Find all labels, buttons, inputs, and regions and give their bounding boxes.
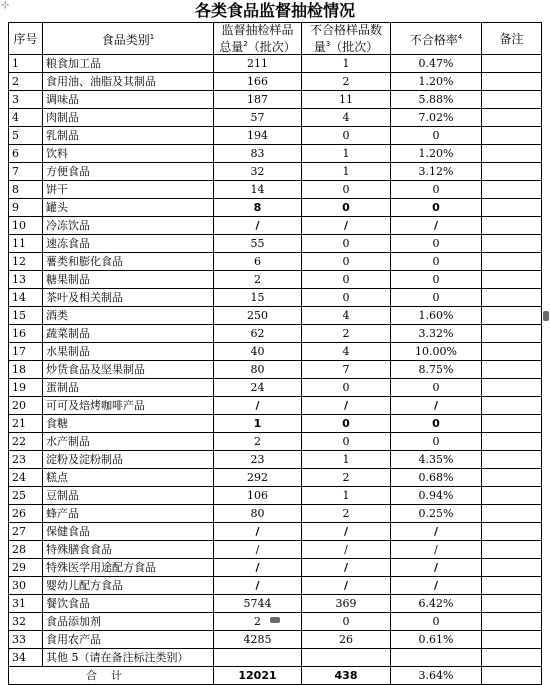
row-category: 婴幼儿配方食品: [43, 577, 214, 595]
row-unqualified: /: [302, 523, 391, 541]
row-unqualified: 0: [302, 235, 391, 253]
row-category: 糖果制品: [43, 271, 214, 289]
row-sampled: 2: [214, 271, 302, 289]
row-unqualified: 1: [302, 451, 391, 469]
total-label: 合计: [9, 667, 214, 685]
row-sampled: 62: [214, 325, 302, 343]
table-row: [9, 559, 542, 577]
header-remarks: 备注: [482, 23, 542, 55]
row-remarks: [482, 487, 542, 505]
row-rate: /: [391, 559, 482, 577]
header-index: 序号: [9, 23, 43, 55]
row-category: 茶叶及相关制品: [43, 289, 214, 307]
row-unqualified: 7: [302, 361, 391, 379]
row-unqualified: 0: [302, 289, 391, 307]
row-rate: 0: [391, 253, 482, 271]
row-sampled: 83: [214, 145, 302, 163]
row-rate: 5.88%: [391, 91, 482, 109]
row-index: 18: [9, 361, 43, 379]
header-sampled: 监督抽检样品总量$^2$（批次）: [214, 23, 302, 55]
row-category: 饮料: [43, 145, 214, 163]
header-rate: 不合格率$^4$: [391, 23, 482, 55]
row-unqualified: 0: [302, 433, 391, 451]
row-remarks: [482, 91, 542, 109]
row-category: 食用油、油脂及其制品: [43, 73, 214, 91]
row-category: 薯类和膨化食品: [43, 253, 214, 271]
row-index: 19: [9, 379, 43, 397]
table-row: [9, 397, 542, 415]
row-rate: 4.35%: [391, 451, 482, 469]
row-rate: 10.00%: [391, 343, 482, 361]
row-category: 粮食加工品: [43, 55, 214, 73]
row-rate: 0: [391, 235, 482, 253]
row-sampled: 14: [214, 181, 302, 199]
row-remarks: [482, 649, 542, 667]
row-category: 方便食品: [43, 163, 214, 181]
row-sampled: 55: [214, 235, 302, 253]
row-remarks: [482, 415, 542, 433]
row-remarks: [482, 559, 542, 577]
row-index: 7: [9, 163, 43, 181]
total-unqualified: 438: [302, 667, 391, 685]
row-rate: 1.20%: [391, 73, 482, 91]
row-rate: 7.02%: [391, 109, 482, 127]
row-remarks: [482, 289, 542, 307]
row-unqualified: 0: [302, 253, 391, 271]
row-category: 饼干: [43, 181, 214, 199]
row-unqualified: [302, 649, 391, 667]
row-unqualified: 0: [302, 199, 391, 217]
row-rate: /: [391, 397, 482, 415]
table-row: [9, 145, 542, 163]
row-index: 21: [9, 415, 43, 433]
row-unqualified: 2: [302, 505, 391, 523]
row-rate: 6.42%: [391, 595, 482, 613]
row-remarks: [482, 199, 542, 217]
row-index: 11: [9, 235, 43, 253]
row-sampled: 292: [214, 469, 302, 487]
row-remarks: [482, 451, 542, 469]
row-sampled: 2: [214, 613, 302, 631]
row-index: 5: [9, 127, 43, 145]
row-unqualified: 4: [302, 343, 391, 361]
row-sampled: /: [214, 217, 302, 235]
table-row: [9, 55, 542, 73]
row-category: 调味品: [43, 91, 214, 109]
table-row: [9, 109, 542, 127]
row-sampled: /: [214, 577, 302, 595]
table-row: [9, 379, 542, 397]
row-remarks: [482, 235, 542, 253]
row-sampled: 187: [214, 91, 302, 109]
row-index: 17: [9, 343, 43, 361]
row-remarks: [482, 613, 542, 631]
row-category: 特殊膳食食品: [43, 541, 214, 559]
resize-handle-icon[interactable]: [270, 617, 280, 623]
table-row: [9, 595, 542, 613]
row-sampled: 57: [214, 109, 302, 127]
table-row: [9, 271, 542, 289]
row-sampled: /: [214, 559, 302, 577]
row-sampled: 6: [214, 253, 302, 271]
row-category: 豆制品: [43, 487, 214, 505]
row-index: 9: [9, 199, 43, 217]
row-rate: 0.68%: [391, 469, 482, 487]
table-row: [9, 469, 542, 487]
row-sampled: 8: [214, 199, 302, 217]
row-rate: 0: [391, 415, 482, 433]
table-row: [9, 505, 542, 523]
row-rate: 0: [391, 271, 482, 289]
table-row: [9, 487, 542, 505]
row-sampled: 23: [214, 451, 302, 469]
table-row: [9, 217, 542, 235]
row-index: 6: [9, 145, 43, 163]
row-rate: /: [391, 541, 482, 559]
row-remarks: [482, 307, 542, 325]
row-unqualified: 0: [302, 613, 391, 631]
table-row: [9, 343, 542, 361]
row-index: 26: [9, 505, 43, 523]
row-category: 蜂产品: [43, 505, 214, 523]
row-remarks: [482, 325, 542, 343]
row-remarks: [482, 523, 542, 541]
table-row: [9, 73, 542, 91]
row-remarks: [482, 55, 542, 73]
page-title: 各类食品监督抽检情况: [194, 1, 355, 20]
row-index: 13: [9, 271, 43, 289]
row-rate: 0: [391, 613, 482, 631]
row-index: 14: [9, 289, 43, 307]
row-unqualified: 0: [302, 181, 391, 199]
row-category: 糕点: [43, 469, 214, 487]
row-index: 27: [9, 523, 43, 541]
row-remarks: [482, 577, 542, 595]
row-rate: 1.20%: [391, 145, 482, 163]
row-category: 罐头: [43, 199, 214, 217]
row-remarks: [482, 379, 542, 397]
row-rate: 0.61%: [391, 631, 482, 649]
row-index: 32: [9, 613, 43, 631]
row-rate: 0: [391, 379, 482, 397]
total-row: [9, 667, 542, 685]
resize-handle-icon[interactable]: [543, 311, 549, 321]
row-sampled: 250: [214, 307, 302, 325]
row-sampled: 80: [214, 361, 302, 379]
row-category: 食糖: [43, 415, 214, 433]
row-category: 水产制品: [43, 433, 214, 451]
table-row: [9, 253, 542, 271]
row-remarks: [482, 433, 542, 451]
table-row: [9, 523, 542, 541]
row-remarks: [482, 469, 542, 487]
row-index: 20: [9, 397, 43, 415]
row-category: 乳制品: [43, 127, 214, 145]
row-index: 10: [9, 217, 43, 235]
row-remarks: [482, 271, 542, 289]
table-row: [9, 307, 542, 325]
row-category: 食品添加剂: [43, 613, 214, 631]
table-row: [9, 649, 542, 667]
row-sampled: /: [214, 541, 302, 559]
row-sampled: /: [214, 397, 302, 415]
row-remarks: [482, 397, 542, 415]
table-row: [9, 289, 542, 307]
row-unqualified: /: [302, 541, 391, 559]
row-sampled: 166: [214, 73, 302, 91]
row-sampled: 40: [214, 343, 302, 361]
row-unqualified: 1: [302, 145, 391, 163]
row-sampled: /: [214, 523, 302, 541]
row-category: 其他 5（请在备注标注类别）: [43, 649, 214, 667]
row-remarks: [482, 343, 542, 361]
row-index: 3: [9, 91, 43, 109]
table-row: [9, 181, 542, 199]
row-category: 可可及焙烤咖啡产品: [43, 397, 214, 415]
row-unqualified: 2: [302, 73, 391, 91]
row-index: 23: [9, 451, 43, 469]
row-rate: /: [391, 217, 482, 235]
row-rate: /: [391, 577, 482, 595]
row-index: 15: [9, 307, 43, 325]
table-row: [9, 631, 542, 649]
row-index: 28: [9, 541, 43, 559]
row-unqualified: 1: [302, 163, 391, 181]
table-row: [9, 433, 542, 451]
row-rate: 0: [391, 199, 482, 217]
header-unqualified: 不合格样品数量$^3$（批次）: [302, 23, 391, 55]
row-index: 22: [9, 433, 43, 451]
row-unqualified: /: [302, 397, 391, 415]
row-sampled: 24: [214, 379, 302, 397]
row-rate: [391, 649, 482, 667]
row-remarks: [482, 127, 542, 145]
row-rate: 0.94%: [391, 487, 482, 505]
row-sampled: 15: [214, 289, 302, 307]
table-row: [9, 127, 542, 145]
row-sampled: 80: [214, 505, 302, 523]
row-unqualified: 1: [302, 487, 391, 505]
row-index: 16: [9, 325, 43, 343]
table-row: [9, 451, 542, 469]
row-index: 2: [9, 73, 43, 91]
row-unqualified: 0: [302, 127, 391, 145]
row-rate: 0: [391, 127, 482, 145]
row-unqualified: 0: [302, 271, 391, 289]
row-category: 酒类: [43, 307, 214, 325]
row-unqualified: 2: [302, 469, 391, 487]
table-row: [9, 361, 542, 379]
row-index: 4: [9, 109, 43, 127]
row-category: 冷冻饮品: [43, 217, 214, 235]
row-index: 12: [9, 253, 43, 271]
table-move-handle-icon[interactable]: ⊹: [1, 0, 10, 11]
inspection-table: [8, 22, 542, 685]
header-category: 食品类别$^1$: [43, 23, 214, 55]
header-row: [9, 23, 542, 55]
row-unqualified: 4: [302, 109, 391, 127]
row-sampled: 106: [214, 487, 302, 505]
row-unqualified: 2: [302, 325, 391, 343]
row-rate: 0: [391, 433, 482, 451]
row-sampled: [214, 649, 302, 667]
row-unqualified: 0: [302, 379, 391, 397]
total-rate: 3.64%: [391, 667, 482, 685]
row-index: 33: [9, 631, 43, 649]
table-row: [9, 199, 542, 217]
row-rate: 0.25%: [391, 505, 482, 523]
row-sampled: 2: [214, 433, 302, 451]
row-category: 食用农产品: [43, 631, 214, 649]
row-index: 1: [9, 55, 43, 73]
row-unqualified: /: [302, 217, 391, 235]
row-category: 水果制品: [43, 343, 214, 361]
row-index: 25: [9, 487, 43, 505]
row-remarks: [482, 595, 542, 613]
row-unqualified: 0: [302, 415, 391, 433]
row-sampled: 1: [214, 415, 302, 433]
row-rate: /: [391, 523, 482, 541]
row-category: 蔬菜制品: [43, 325, 214, 343]
row-sampled: 4285: [214, 631, 302, 649]
row-remarks: [482, 361, 542, 379]
row-unqualified: 369: [302, 595, 391, 613]
row-remarks: [482, 631, 542, 649]
row-unqualified: /: [302, 559, 391, 577]
row-sampled: 32: [214, 163, 302, 181]
row-remarks: [482, 505, 542, 523]
table-body: [9, 55, 542, 667]
row-remarks: [482, 163, 542, 181]
row-sampled: 194: [214, 127, 302, 145]
row-category: 速冻食品: [43, 235, 214, 253]
row-index: 8: [9, 181, 43, 199]
row-sampled: 5744: [214, 595, 302, 613]
row-index: 30: [9, 577, 43, 595]
row-unqualified: 11: [302, 91, 391, 109]
row-category: 特殊医学用途配方食品: [43, 559, 214, 577]
row-category: 保健食品: [43, 523, 214, 541]
row-remarks: [482, 541, 542, 559]
row-unqualified: 26: [302, 631, 391, 649]
row-unqualified: 4: [302, 307, 391, 325]
table-row: [9, 415, 542, 433]
table-row: [9, 325, 542, 343]
row-category: 餐饮食品: [43, 595, 214, 613]
row-unqualified: /: [302, 577, 391, 595]
row-category: 炒货食品及坚果制品: [43, 361, 214, 379]
table-row: [9, 163, 542, 181]
row-rate: 1.60%: [391, 307, 482, 325]
row-remarks: [482, 109, 542, 127]
row-rate: 3.12%: [391, 163, 482, 181]
row-rate: 0: [391, 181, 482, 199]
row-index: 31: [9, 595, 43, 613]
row-rate: 3.32%: [391, 325, 482, 343]
row-unqualified: 1: [302, 55, 391, 73]
row-index: 24: [9, 469, 43, 487]
row-remarks: [482, 73, 542, 91]
table-row: [9, 577, 542, 595]
row-sampled: 211: [214, 55, 302, 73]
row-remarks: [482, 217, 542, 235]
row-category: 蛋制品: [43, 379, 214, 397]
row-index: 29: [9, 559, 43, 577]
row-category: 肉制品: [43, 109, 214, 127]
total-remarks: [482, 667, 542, 685]
table-row: [9, 235, 542, 253]
total-sampled: 12021: [214, 667, 302, 685]
row-remarks: [482, 145, 542, 163]
row-remarks: [482, 181, 542, 199]
row-category: 淀粉及淀粉制品: [43, 451, 214, 469]
table-row: [9, 541, 542, 559]
row-rate: 0.47%: [391, 55, 482, 73]
row-index: 34: [9, 649, 43, 667]
table-row: [9, 91, 542, 109]
row-rate: 8.75%: [391, 361, 482, 379]
row-rate: 0: [391, 289, 482, 307]
row-remarks: [482, 253, 542, 271]
